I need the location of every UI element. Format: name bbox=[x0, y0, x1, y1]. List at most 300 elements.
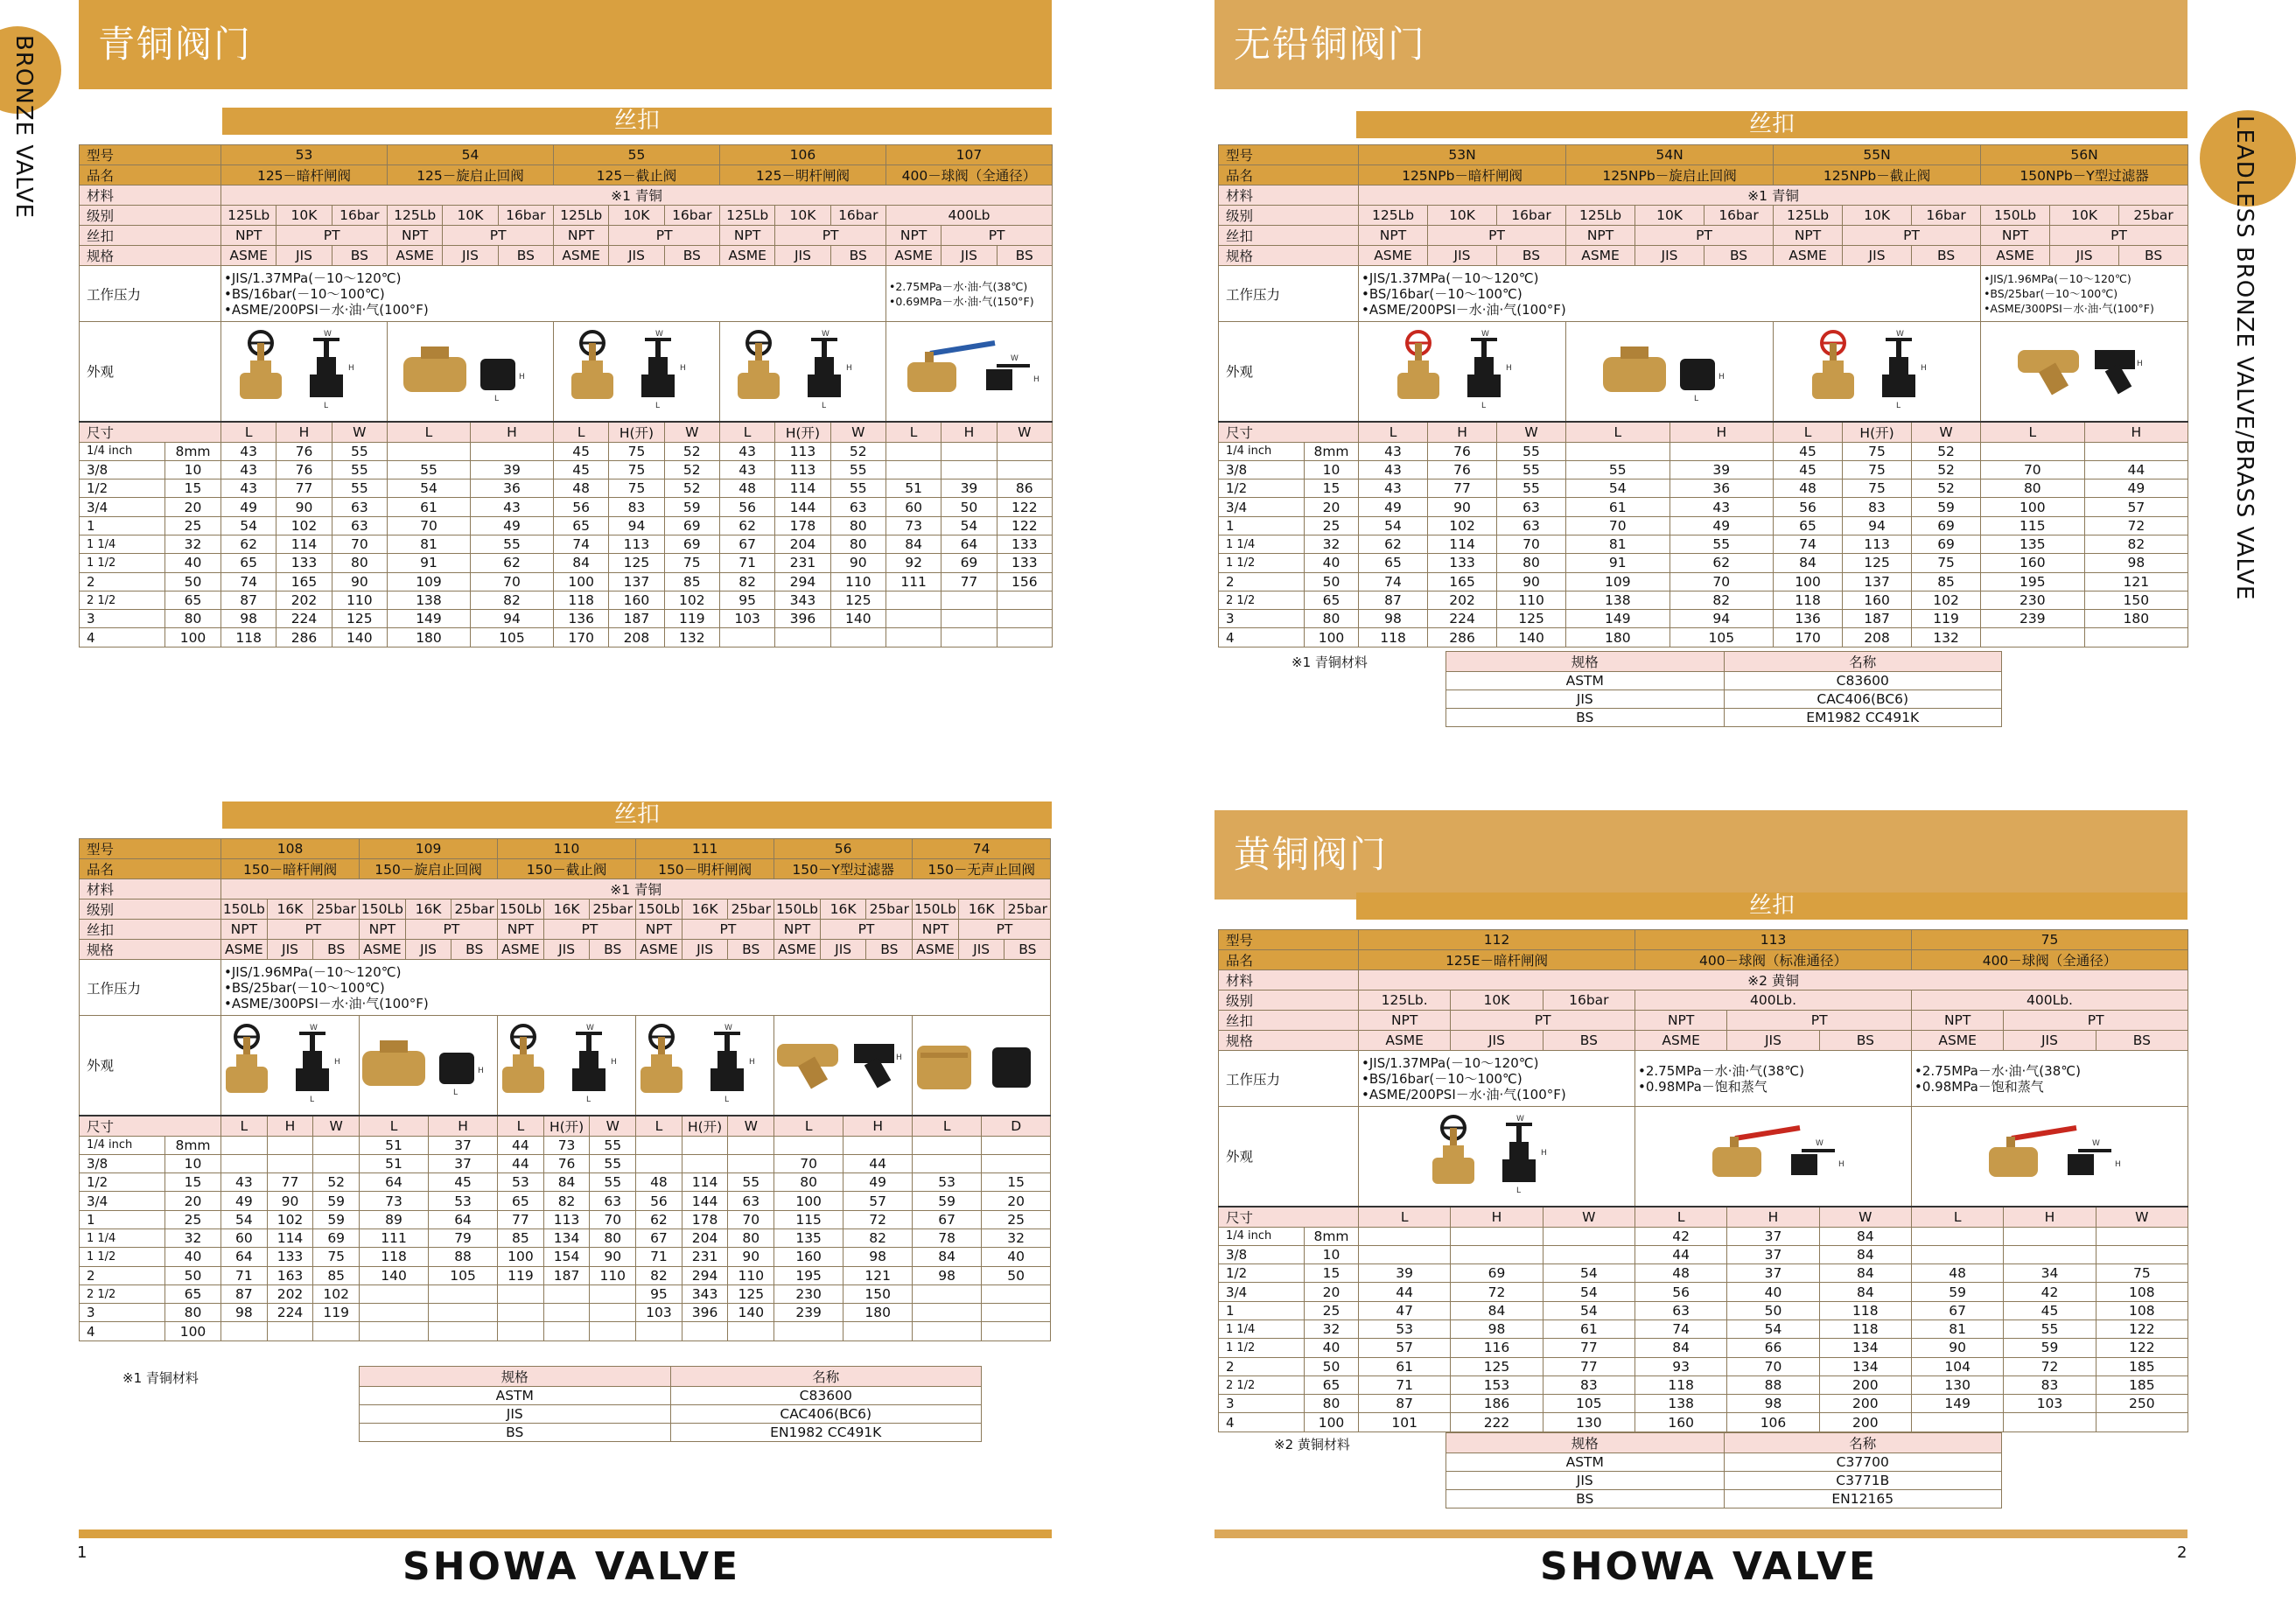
dim-header: L bbox=[774, 1116, 844, 1137]
dim-value: 74 bbox=[553, 535, 608, 553]
spec-value: ASME bbox=[498, 940, 544, 960]
dim-header: W bbox=[997, 422, 1052, 443]
valve-icon bbox=[555, 331, 718, 411]
dim-value: 71 bbox=[1359, 1376, 1451, 1394]
thread-value: NPT bbox=[1635, 1011, 1727, 1031]
dim-value bbox=[997, 610, 1052, 628]
dim-value: 113 bbox=[1843, 535, 1912, 553]
spec-table bbox=[79, 144, 1053, 648]
product-image bbox=[1566, 322, 1774, 422]
dim-value: 62 bbox=[1670, 554, 1774, 572]
dim-value: 53 bbox=[913, 1173, 982, 1192]
dim-value bbox=[2096, 1413, 2188, 1432]
dim-value: 56 bbox=[553, 498, 608, 516]
size-inch: 1 1/4 bbox=[80, 1228, 165, 1247]
dim-value: 80 bbox=[1981, 480, 2085, 498]
dim-value: 165 bbox=[1428, 572, 1497, 591]
size-mm: 50 bbox=[1305, 572, 1359, 591]
dim-value: 105 bbox=[470, 628, 553, 647]
dim-value: 95 bbox=[719, 591, 774, 609]
dim-value: 66 bbox=[1727, 1339, 1819, 1357]
dim-value: 63 bbox=[590, 1192, 636, 1210]
size-mm: 8mm bbox=[1305, 442, 1359, 460]
dim-value: 75 bbox=[609, 480, 664, 498]
dim-value: 45 bbox=[553, 460, 608, 479]
dim-value: 75 bbox=[609, 460, 664, 479]
dim-value: 48 bbox=[553, 480, 608, 498]
spec-value: JIS bbox=[1451, 1031, 1543, 1051]
row-label: 级别 bbox=[1219, 206, 1359, 226]
class-value: 16K bbox=[820, 900, 866, 920]
spec-value: ASME bbox=[1566, 246, 1635, 266]
dim-value: 43 bbox=[719, 460, 774, 479]
dim-value: 231 bbox=[775, 554, 830, 572]
svg-text:H: H bbox=[1540, 1149, 1547, 1158]
dim-value bbox=[942, 460, 997, 479]
pressure-note bbox=[1359, 266, 1981, 322]
pressure-line: •0.69MPa－水·油·气(150°F) bbox=[888, 294, 1034, 308]
spec-value: ASME bbox=[636, 940, 682, 960]
dim-value: 111 bbox=[886, 572, 941, 591]
dim-value: 44 bbox=[1635, 1245, 1727, 1264]
dim-value: 125 bbox=[1451, 1357, 1543, 1376]
model-number: 53N bbox=[1359, 145, 1566, 165]
dim-value: 55 bbox=[1497, 480, 1566, 498]
row-label: 品名 bbox=[1219, 950, 1359, 970]
dim-value bbox=[886, 442, 941, 460]
dim-value: 25 bbox=[982, 1210, 1051, 1228]
dim-value: 59 bbox=[313, 1192, 360, 1210]
footer-bar bbox=[79, 1530, 1052, 1538]
thread-value: NPT bbox=[1566, 226, 1635, 246]
dim-value: 105 bbox=[1543, 1395, 1634, 1413]
dim-value: 90 bbox=[830, 554, 886, 572]
dim-value: 60 bbox=[886, 498, 941, 516]
spec-value: JIS bbox=[276, 246, 332, 266]
dim-header: L bbox=[1566, 422, 1670, 443]
product-name: 125－明杆闸阀 bbox=[719, 165, 886, 186]
thread-value: PT bbox=[443, 226, 554, 246]
size-mm: 65 bbox=[165, 1284, 221, 1303]
material-cell: EN1982 CC491K bbox=[670, 1424, 982, 1442]
dim-value: 54 bbox=[1543, 1301, 1634, 1320]
valve-icon bbox=[1982, 331, 2187, 411]
dim-value: 59 bbox=[2004, 1339, 2096, 1357]
class-value: 10K bbox=[1635, 206, 1704, 226]
spec-value: ASME bbox=[388, 246, 443, 266]
product-image bbox=[1981, 322, 2188, 422]
dim-value: 69 bbox=[1912, 535, 1981, 553]
dim-value: 85 bbox=[1912, 572, 1981, 591]
dim-value: 55 bbox=[728, 1173, 774, 1192]
dim-value: 55 bbox=[2004, 1320, 2096, 1338]
dim-value: 39 bbox=[470, 460, 553, 479]
dim-value: 113 bbox=[609, 535, 664, 553]
dim-value bbox=[590, 1322, 636, 1340]
spec-value: ASME bbox=[1635, 1031, 1727, 1051]
dim-value: 52 bbox=[1912, 442, 1981, 460]
material-header: 规格 bbox=[1446, 1433, 1725, 1453]
product-image bbox=[719, 322, 886, 422]
dim-value bbox=[267, 1322, 313, 1340]
dim-header: L bbox=[913, 1116, 982, 1137]
dim-value: 118 bbox=[221, 628, 276, 647]
dim-value: 98 bbox=[2084, 554, 2188, 572]
dim-value: 67 bbox=[913, 1210, 982, 1228]
dim-value: 70 bbox=[470, 572, 553, 591]
dim-value bbox=[2096, 1245, 2188, 1264]
pressure-line: •JIS/1.37MPa(－10～120℃) bbox=[1362, 270, 1539, 286]
dim-value: 119 bbox=[498, 1266, 544, 1284]
size-mm: 10 bbox=[1305, 1245, 1359, 1264]
dim-value bbox=[636, 1136, 682, 1154]
svg-text:W: W bbox=[323, 330, 332, 340]
thread-value: PT bbox=[1727, 1011, 1912, 1031]
row-label: 尺寸 bbox=[80, 1116, 221, 1137]
dim-value: 83 bbox=[2004, 1376, 2096, 1394]
spec-value: JIS bbox=[682, 940, 728, 960]
size-inch: 1 1/4 bbox=[1219, 1320, 1305, 1338]
dim-value: 239 bbox=[1981, 610, 2085, 628]
svg-text:W: W bbox=[1896, 330, 1904, 340]
size-mm: 20 bbox=[1305, 1283, 1359, 1301]
dim-value: 54 bbox=[1543, 1264, 1634, 1283]
spec-value: JIS bbox=[267, 940, 313, 960]
size-inch: 2 1/2 bbox=[80, 1284, 165, 1303]
dim-value: 54 bbox=[221, 1210, 268, 1228]
dim-value: 250 bbox=[2096, 1395, 2188, 1413]
model-number: 55 bbox=[553, 145, 719, 165]
pressure-note bbox=[886, 266, 1052, 322]
size-mm: 15 bbox=[1305, 480, 1359, 498]
dim-value: 80 bbox=[728, 1228, 774, 1247]
material-cell: C83600 bbox=[670, 1387, 982, 1405]
dim-value: 59 bbox=[1912, 498, 1981, 516]
dim-value bbox=[429, 1322, 498, 1340]
model-number: 108 bbox=[221, 839, 360, 859]
svg-text:W: W bbox=[1516, 1115, 1524, 1124]
dim-value: 121 bbox=[2084, 572, 2188, 591]
spec-value: BS bbox=[1819, 1031, 1911, 1051]
dim-value: 20 bbox=[982, 1192, 1051, 1210]
material-cell: BS bbox=[1446, 709, 1725, 727]
dim-value: 54 bbox=[1727, 1320, 1819, 1338]
size-mm: 80 bbox=[165, 1304, 221, 1322]
dim-value bbox=[942, 442, 997, 460]
dim-value: 110 bbox=[1497, 591, 1566, 609]
dim-value bbox=[997, 442, 1052, 460]
dim-value: 57 bbox=[2084, 498, 2188, 516]
dim-value: 103 bbox=[2004, 1395, 2096, 1413]
dim-value: 187 bbox=[1843, 610, 1912, 628]
size-inch: 2 1/2 bbox=[80, 591, 165, 609]
size-inch: 3/8 bbox=[80, 1154, 165, 1172]
dim-header: W bbox=[313, 1116, 360, 1137]
dim-value: 180 bbox=[844, 1304, 913, 1322]
dim-value: 122 bbox=[997, 516, 1052, 535]
size-mm: 100 bbox=[165, 1322, 221, 1340]
spec-value: ASME bbox=[553, 246, 608, 266]
product-name: 125－截止阀 bbox=[553, 165, 719, 186]
spec-value: JIS bbox=[405, 940, 452, 960]
class-value: 10K bbox=[276, 206, 332, 226]
size-inch: 1/4 inch bbox=[80, 442, 165, 460]
dim-value bbox=[1670, 442, 1774, 460]
product-image bbox=[221, 1016, 360, 1116]
dim-value: 56 bbox=[1774, 498, 1843, 516]
dim-value bbox=[590, 1284, 636, 1303]
dim-value: 80 bbox=[332, 554, 387, 572]
dim-value bbox=[844, 1322, 913, 1340]
material-cell: C37700 bbox=[1724, 1453, 2002, 1472]
size-mm: 40 bbox=[165, 1248, 221, 1266]
dim-value: 137 bbox=[609, 572, 664, 591]
dim-value: 98 bbox=[221, 1304, 268, 1322]
dim-value: 90 bbox=[590, 1248, 636, 1266]
dim-value: 118 bbox=[1819, 1320, 1911, 1338]
dim-header: H(开) bbox=[609, 422, 664, 443]
dim-value: 98 bbox=[1727, 1395, 1819, 1413]
dim-value: 87 bbox=[1359, 591, 1428, 609]
size-mm: 25 bbox=[165, 516, 221, 535]
dim-value: 294 bbox=[682, 1266, 728, 1284]
dim-value: 61 bbox=[1543, 1320, 1634, 1338]
spec-value: BS bbox=[2096, 1031, 2188, 1051]
thread-value: PT bbox=[405, 920, 497, 940]
dim-value: 52 bbox=[830, 442, 886, 460]
valve-icon bbox=[499, 1025, 634, 1105]
dim-value: 64 bbox=[221, 1248, 268, 1266]
dim-value: 160 bbox=[1635, 1413, 1727, 1432]
spec-value: ASME bbox=[1912, 1031, 2004, 1051]
dim-value bbox=[2004, 1245, 2096, 1264]
dim-value: 43 bbox=[221, 460, 276, 479]
footer-bar bbox=[1214, 1530, 2188, 1538]
spec-value: JIS bbox=[543, 940, 590, 960]
dim-value: 114 bbox=[276, 535, 332, 553]
dim-value: 102 bbox=[664, 591, 719, 609]
dim-value: 48 bbox=[1635, 1264, 1727, 1283]
material-cell: ASTM bbox=[1446, 672, 1725, 690]
dim-value: 51 bbox=[886, 480, 941, 498]
dim-value bbox=[1359, 1227, 1451, 1245]
spec-value: ASME bbox=[1359, 246, 1428, 266]
dim-value: 132 bbox=[664, 628, 719, 647]
dim-value: 37 bbox=[1727, 1245, 1819, 1264]
svg-text:H: H bbox=[748, 1058, 755, 1068]
dim-value: 61 bbox=[1359, 1357, 1451, 1376]
svg-text:H: H bbox=[1838, 1160, 1844, 1170]
dim-value bbox=[682, 1136, 728, 1154]
size-mm: 10 bbox=[165, 1154, 221, 1172]
dim-value: 185 bbox=[2096, 1357, 2188, 1376]
dim-value: 70 bbox=[332, 535, 387, 553]
row-label: 型号 bbox=[1219, 930, 1359, 950]
size-inch: 3/4 bbox=[80, 1192, 165, 1210]
class-value: 150Lb bbox=[1981, 206, 2050, 226]
dim-value: 44 bbox=[498, 1154, 544, 1172]
material-cell: JIS bbox=[1446, 690, 1725, 709]
size-mm: 50 bbox=[1305, 1357, 1359, 1376]
spec-value: BS bbox=[1004, 940, 1051, 960]
dim-value: 70 bbox=[1670, 572, 1774, 591]
dim-value: 114 bbox=[1428, 535, 1497, 553]
dim-value bbox=[1912, 1227, 2004, 1245]
size-mm: 50 bbox=[165, 572, 221, 591]
product-name: 150－暗杆闸阀 bbox=[221, 859, 360, 879]
product-name: 125E－暗杆闸阀 bbox=[1359, 950, 1635, 970]
dim-value: 37 bbox=[1727, 1227, 1819, 1245]
dim-value: 89 bbox=[360, 1210, 429, 1228]
dim-value: 74 bbox=[221, 572, 276, 591]
dim-value: 160 bbox=[1981, 554, 2085, 572]
size-inch: 2 1/2 bbox=[1219, 1376, 1305, 1394]
side-label-right: LEADLESS BRONZE VALVE/BRASS VALVE bbox=[2231, 116, 2258, 601]
dim-value: 71 bbox=[719, 554, 774, 572]
svg-text:W: W bbox=[1011, 354, 1019, 364]
dim-header: H bbox=[267, 1116, 313, 1137]
dim-value: 43 bbox=[1359, 480, 1428, 498]
product-name: 125NPb－暗杆闸阀 bbox=[1359, 165, 1566, 186]
dim-value: 98 bbox=[844, 1248, 913, 1266]
size-mm: 32 bbox=[165, 1228, 221, 1247]
dim-value: 49 bbox=[2084, 480, 2188, 498]
size-inch: 1 1/2 bbox=[1219, 1339, 1305, 1357]
dim-value bbox=[682, 1154, 728, 1172]
dim-value: 55 bbox=[1497, 460, 1566, 479]
dim-value: 63 bbox=[332, 516, 387, 535]
pressure-line: •0.98MPa－饱和蒸气 bbox=[1638, 1078, 1768, 1095]
size-inch: 1/4 inch bbox=[1219, 442, 1305, 460]
valve-icon bbox=[1774, 331, 1979, 411]
spec-table bbox=[79, 838, 1051, 1341]
size-inch: 1/4 inch bbox=[80, 1136, 165, 1154]
row-label: 规格 bbox=[80, 940, 221, 960]
dim-value: 62 bbox=[636, 1210, 682, 1228]
size-inch: 1/2 bbox=[1219, 1264, 1305, 1283]
size-inch: 1 bbox=[80, 1210, 165, 1228]
dim-value: 200 bbox=[1819, 1376, 1911, 1394]
dim-value: 52 bbox=[664, 480, 719, 498]
dim-value: 62 bbox=[470, 554, 553, 572]
spec-value: BS bbox=[1543, 1031, 1634, 1051]
size-mm: 40 bbox=[1305, 1339, 1359, 1357]
dim-value bbox=[775, 628, 830, 647]
class-value: 10K bbox=[609, 206, 664, 226]
dim-value: 86 bbox=[997, 480, 1052, 498]
model-number: 112 bbox=[1359, 930, 1635, 950]
material-cell: CAC406(BC6) bbox=[670, 1405, 982, 1424]
dim-value: 52 bbox=[664, 460, 719, 479]
dim-value: 77 bbox=[498, 1210, 544, 1228]
dim-value bbox=[1543, 1245, 1634, 1264]
product-name: 125－暗杆闸阀 bbox=[221, 165, 388, 186]
dim-value bbox=[2004, 1227, 2096, 1245]
dim-value: 102 bbox=[276, 516, 332, 535]
size-inch: 1 1/4 bbox=[1219, 535, 1305, 553]
dim-value: 140 bbox=[830, 610, 886, 628]
pressure-note bbox=[1981, 266, 2188, 322]
size-mm: 20 bbox=[165, 1192, 221, 1210]
dim-value: 77 bbox=[1543, 1339, 1634, 1357]
size-mm: 15 bbox=[165, 480, 221, 498]
pressure-line: •ASME/200PSI－水·油·气(100°F) bbox=[1362, 1086, 1566, 1102]
dim-header: L bbox=[1359, 1207, 1451, 1228]
dim-value: 53 bbox=[498, 1173, 544, 1192]
dim-value bbox=[590, 1304, 636, 1322]
dim-value: 55 bbox=[590, 1154, 636, 1172]
dim-value: 109 bbox=[1566, 572, 1670, 591]
dim-value: 36 bbox=[1670, 480, 1774, 498]
dim-value bbox=[1912, 1413, 2004, 1432]
svg-text:W: W bbox=[655, 330, 664, 340]
spec-table bbox=[1218, 929, 2188, 1432]
class-value: 125Lb bbox=[221, 206, 276, 226]
material-table bbox=[1446, 1432, 2002, 1508]
dim-header: H bbox=[844, 1116, 913, 1137]
dim-value: 73 bbox=[886, 516, 941, 535]
dim-value: 40 bbox=[1727, 1283, 1819, 1301]
row-label: 工作压力 bbox=[1219, 1051, 1359, 1107]
dim-value bbox=[360, 1284, 429, 1303]
dim-value: 59 bbox=[913, 1192, 982, 1210]
dim-value: 82 bbox=[543, 1192, 590, 1210]
class-value: 16bar bbox=[1912, 206, 1981, 226]
dim-value: 90 bbox=[267, 1192, 313, 1210]
size-mm: 10 bbox=[165, 460, 221, 479]
product-image bbox=[553, 322, 719, 422]
dim-value: 55 bbox=[332, 460, 387, 479]
dim-value: 85 bbox=[313, 1266, 360, 1284]
dim-value bbox=[267, 1154, 313, 1172]
dim-value: 55 bbox=[590, 1173, 636, 1192]
row-label: 规格 bbox=[80, 246, 221, 266]
dim-value: 83 bbox=[1843, 498, 1912, 516]
dim-value: 200 bbox=[1819, 1413, 1911, 1432]
dim-value: 40 bbox=[982, 1248, 1051, 1266]
class-value: 25bar bbox=[313, 900, 360, 920]
valve-icon bbox=[637, 1025, 773, 1105]
dim-value bbox=[982, 1304, 1051, 1322]
dim-value: 90 bbox=[728, 1248, 774, 1266]
dim-value: 57 bbox=[1359, 1339, 1451, 1357]
dim-value: 75 bbox=[1843, 460, 1912, 479]
class-value: 150Lb bbox=[636, 900, 682, 920]
size-mm: 8mm bbox=[165, 1136, 221, 1154]
row-label: 级别 bbox=[1219, 990, 1359, 1011]
class-value: 16K bbox=[543, 900, 590, 920]
spec-value: ASME bbox=[719, 246, 774, 266]
class-value: 150Lb bbox=[913, 900, 959, 920]
size-inch: 4 bbox=[1219, 628, 1305, 647]
model-number: 110 bbox=[498, 839, 636, 859]
dim-header: W bbox=[332, 422, 387, 443]
pressure-line: •0.98MPa－饱和蒸气 bbox=[1914, 1078, 2044, 1095]
class-value: 25bar bbox=[866, 900, 913, 920]
size-inch: 3/4 bbox=[80, 498, 165, 516]
dim-header: H bbox=[470, 422, 553, 443]
dim-value: 69 bbox=[1912, 516, 1981, 535]
size-mm: 100 bbox=[1305, 1413, 1359, 1432]
banner-title: 黄铜阀门 bbox=[1234, 833, 1389, 876]
banner-title: 青铜阀门 bbox=[98, 23, 253, 66]
model-number: 111 bbox=[636, 839, 774, 859]
class-value: 16bar bbox=[498, 206, 553, 226]
dim-value: 65 bbox=[553, 516, 608, 535]
thread-value: PT bbox=[820, 920, 912, 940]
size-mm: 32 bbox=[165, 535, 221, 553]
thread-value: NPT bbox=[388, 226, 443, 246]
